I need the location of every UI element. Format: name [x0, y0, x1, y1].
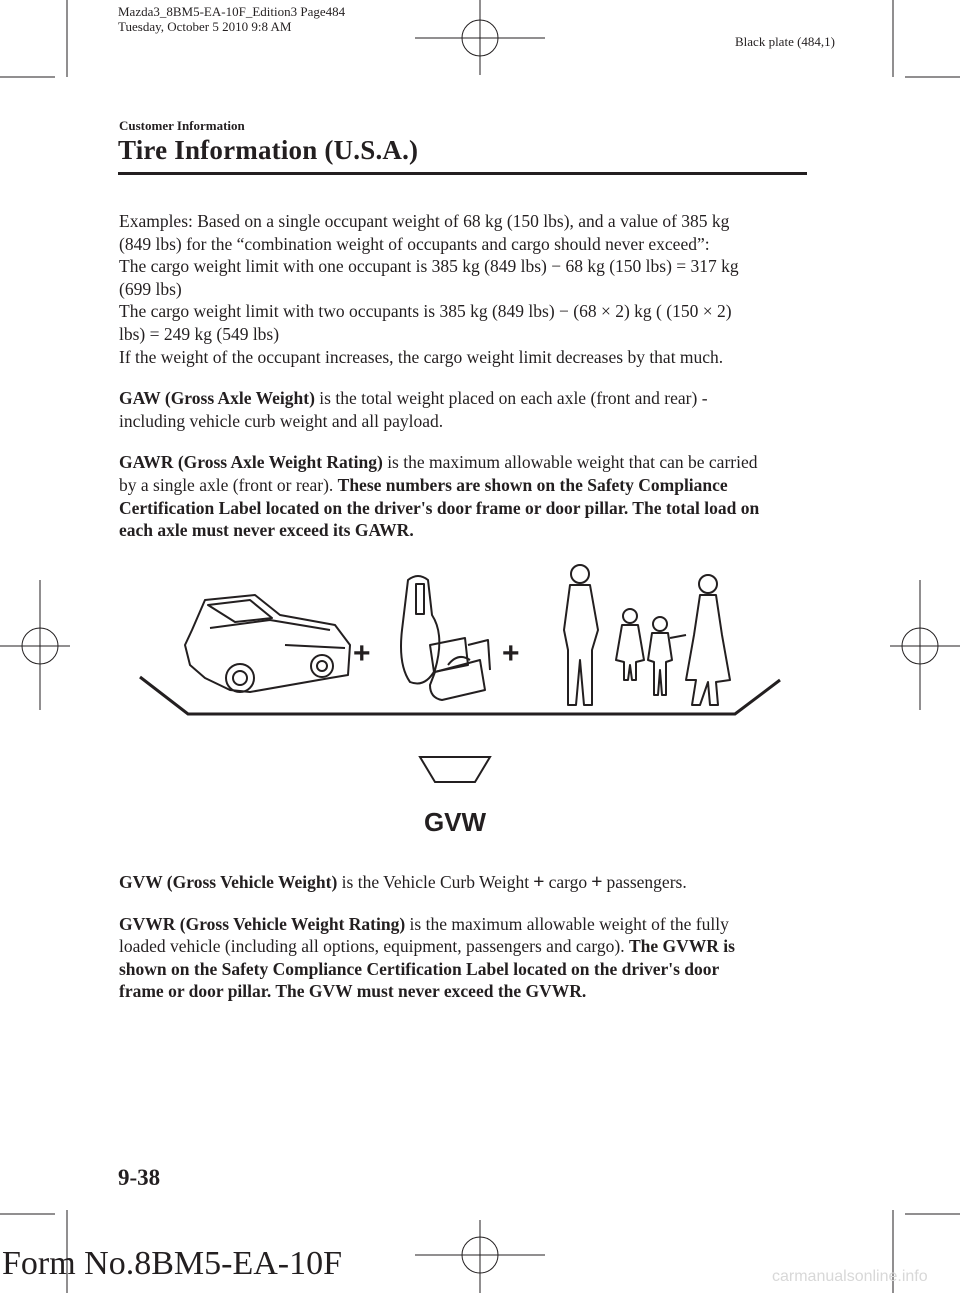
plus-sign: + [502, 637, 520, 670]
page-number: 9-38 [118, 1165, 161, 1190]
gvw-text: is the Vehicle Curb Weight [341, 872, 530, 892]
gawr-paragraph [119, 451, 819, 541]
watermark: carmanualsonline.info [772, 1268, 928, 1285]
body-upper [119, 210, 819, 561]
examples-paragraph [119, 210, 819, 368]
gawr-text: by a single axle (front or rear). [119, 474, 334, 495]
gvwr-text: loaded vehicle (including all options, equipment, passengers and cargo). [119, 936, 625, 957]
gvw-text: passengers. [606, 872, 687, 892]
examples-line: The cargo weight limit with one occupant is 385 kg (849 lbs) − 68 kg (150 lbs) = 317 kg [119, 256, 739, 277]
plate-info: Black plate (484,1) [735, 34, 835, 49]
gvwr-term: GVWR (Gross Vehicle Weight Rating) [119, 913, 406, 934]
title-rule [118, 172, 807, 175]
examples-line: Examples: Based on a single occupant weight of 68 kg (150 lbs), and a value of 385 kg [119, 211, 730, 231]
luggage-icon [401, 576, 490, 700]
gvw-paragraph [119, 871, 819, 894]
gvw-text: cargo [548, 872, 588, 892]
gvw-illustration [130, 560, 790, 840]
gvw-label: GVW [423, 807, 487, 837]
examples-line: The cargo weight limit with two occupants is 385 kg (849 lbs) − (68 × 2) kg ( (150 × 2) [119, 301, 732, 322]
arrow-down-icon [420, 757, 490, 782]
plus-icon: + [533, 871, 545, 893]
gvwr-warning: The GVWR is [628, 936, 735, 957]
examples-line: (699 lbs) [119, 278, 182, 299]
page-title: Tire Information (U.S.A.) [118, 135, 419, 165]
gawr-warning: each axle must never exceed its GAWR. [119, 520, 414, 541]
file-info-line: Mazda3_8BM5-EA-10F_Edition3 Page484 [118, 4, 346, 19]
gaw-term: GAW (Gross Axle Weight) [119, 388, 315, 409]
gaw-paragraph [119, 387, 819, 432]
gvwr-text: is the maximum allowable weight of the fully [409, 913, 729, 934]
examples-line: lbs) = 249 kg (549 lbs) [119, 323, 280, 344]
gaw-text: is the total weight placed on each axle (front and rear) - [319, 388, 708, 409]
gawr-warning: These numbers are shown on the Safety Compliance [337, 474, 728, 495]
date-info-line: Tuesday, October 5 2010 9:8 AM [118, 19, 292, 34]
examples-line: (849 lbs) for the “combination weight of occupants and cargo should never exceed”: [119, 233, 710, 254]
family-icon [564, 565, 730, 705]
gawr-term: GAWR (Gross Axle Weight Rating) [119, 452, 383, 473]
gvwr-paragraph [119, 913, 819, 1003]
section-label: Customer Information [119, 118, 245, 133]
body-lower [119, 871, 819, 1022]
plus-sign: + [353, 637, 371, 670]
gvwr-warning: shown on the Safety Compliance Certification Label located on the driver's door [119, 958, 720, 979]
gaw-text: including vehicle curb weight and all payload. [119, 410, 444, 431]
gawr-text: is the maximum allowable weight that can be carried [387, 452, 758, 473]
car-icon [185, 595, 350, 692]
gvw-term: GVW (Gross Vehicle Weight) [119, 872, 338, 892]
gvwr-warning: frame or door pillar. The GVW must never exceed the GVWR. [119, 981, 587, 1002]
form-number: Form No.8BM5-EA-10F [2, 1245, 343, 1282]
examples-line: If the weight of the occupant increases, the cargo weight limit decreases by that much. [119, 346, 724, 367]
gawr-warning: Certification Label located on the driver's door frame or door pillar. The total load on [119, 497, 760, 518]
plus-icon: + [591, 871, 603, 893]
